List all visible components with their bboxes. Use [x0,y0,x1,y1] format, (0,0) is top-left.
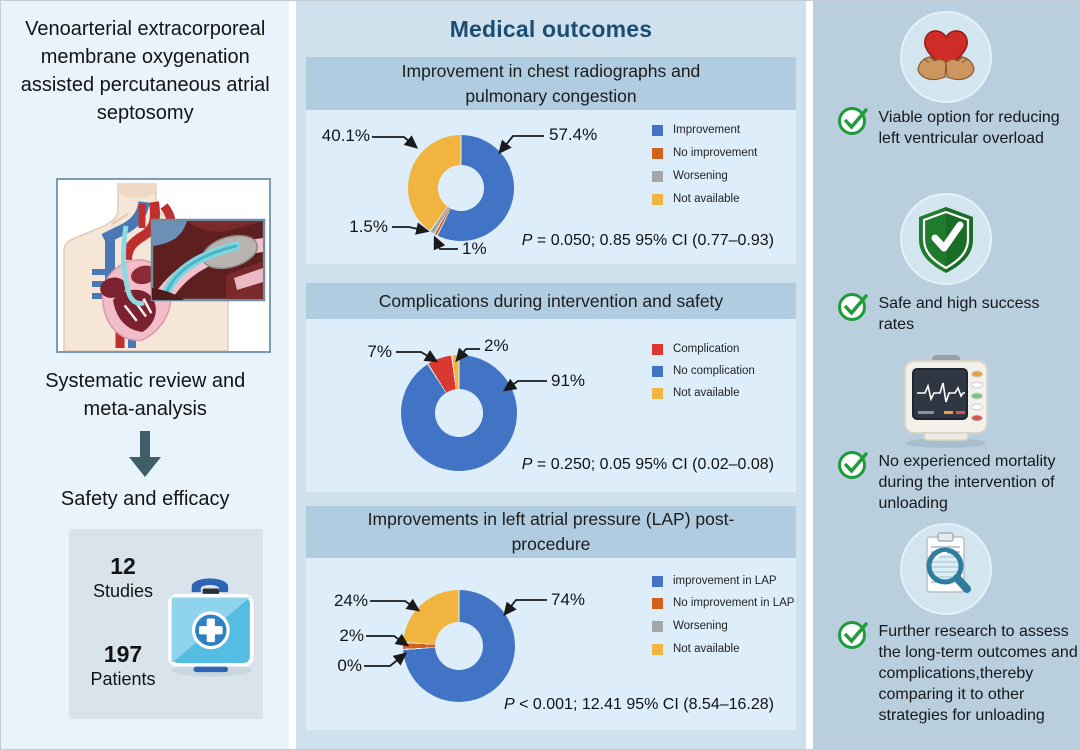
chart-area [306,110,796,264]
green-check-icon [837,619,871,654]
callout-worsening: 0% [337,656,362,675]
chart-area [306,319,796,492]
column-divider [289,1,296,749]
chart-statistics: P = 0.250; 0.05 95% CI (0.02–0.08) [521,456,774,473]
callout-no-improvement-lap: 2% [339,626,364,645]
study-stats-box [69,529,263,719]
section-title: Medical outcomes [449,15,653,42]
chart-panel-lap [306,506,796,730]
legend-swatch [652,148,663,159]
study-title: Venoarterial extracorporeal membrane oxygenation assisted percutaneous atrial septosomy [20,18,270,124]
study-counts [79,553,167,691]
legend-item: Not available [652,193,739,205]
legend-swatch [652,621,663,632]
legend-swatch [652,644,663,655]
legend-swatch [652,366,663,377]
legend-item: Complication [652,343,739,355]
legend-item: No improvement [652,147,757,159]
finding-text: No experienced mortality during the intervention of unloading [878,453,1056,512]
green-check-icon [837,291,871,326]
chart-panel-complications [306,283,796,492]
legend-item: No complication [652,365,755,377]
callout-not-available: 24% [333,591,368,610]
callout-improvement: 57.4% [548,125,598,144]
legend-swatch [652,388,663,399]
finding-item [837,621,1080,726]
chart-area [306,558,796,730]
studies-label: Studies [92,581,154,601]
anatomy-illustration [56,178,271,353]
green-check-icon [837,105,871,140]
callout-no-complication: 91% [550,371,586,390]
callout-not-available: 2% [483,336,509,355]
chart-panel-radiographs [306,57,796,264]
outcome-text: Safety and efficacy [60,488,230,510]
down-arrow-icon [127,431,163,488]
callout-complication: 7% [367,342,392,361]
patients-label: Patients [90,669,156,689]
callout-improvement-lap: 74% [550,590,586,609]
middle-column [296,1,805,749]
chart-statistics: P = 0.050; 0.85 95% CI (0.77–0.93) [521,232,774,249]
legend-swatch [652,125,663,136]
finding-item [837,107,1069,149]
legend-swatch [652,598,663,609]
callout-not-available: 40.1% [321,126,370,145]
ecg-monitor-icon [896,353,996,454]
chart-title: Improvements in left atrial pressure (LAP) post-procedure [306,506,796,558]
legend-swatch [652,576,663,587]
finding-text: Viable option for reducing left ventricular overload [878,109,1060,147]
studies-count: 12 [110,553,136,579]
heart-in-hands-icon [900,11,992,108]
finding-text: Further research to assess the long-term outcomes and complications,thereby comparing it to other strategies for unloading [878,623,1078,724]
chart-title: Complications during intervention and safety [306,283,796,319]
legend-swatch [652,171,663,182]
first-aid-kit-icon [159,547,259,704]
legend-item: No improvement in LAP [652,597,794,609]
finding-item [837,451,1079,514]
legend-item: Improvement [652,124,740,136]
legend-item: improvement in LAP [652,575,777,587]
left-column [1,1,289,749]
finding-item [837,293,1069,335]
legend-swatch [652,344,663,355]
donut-chart-radiographs [408,135,514,241]
legend-item: Not available [652,643,739,655]
donut-chart-complications [401,355,517,471]
patients-count: 197 [103,641,143,667]
column-divider [806,1,813,749]
green-check-icon [837,449,871,484]
chart-statistics: P < 0.001; 12.41 95% CI (8.54–16.28) [504,696,774,713]
callout-no-improvement: 1% [461,239,487,258]
legend-item: Worsening [652,620,728,632]
shield-check-icon [900,193,992,290]
finding-text: Safe and high success rates [878,295,1040,333]
right-column [813,1,1080,749]
legend-item: Not available [652,387,739,399]
anatomy-heart-catheter-illustration [58,180,269,351]
donut-chart-lap [403,590,515,702]
legend-item: Worsening [652,170,728,182]
legend-swatch [652,194,663,205]
method-text: Systematic review and meta-analysis [45,370,246,420]
callout-worsening: 1.5% [349,217,388,236]
chart-title: Improvement in chest radiographs and pulmonary congestion [306,57,796,110]
clipboard-magnifier-icon [900,523,992,620]
